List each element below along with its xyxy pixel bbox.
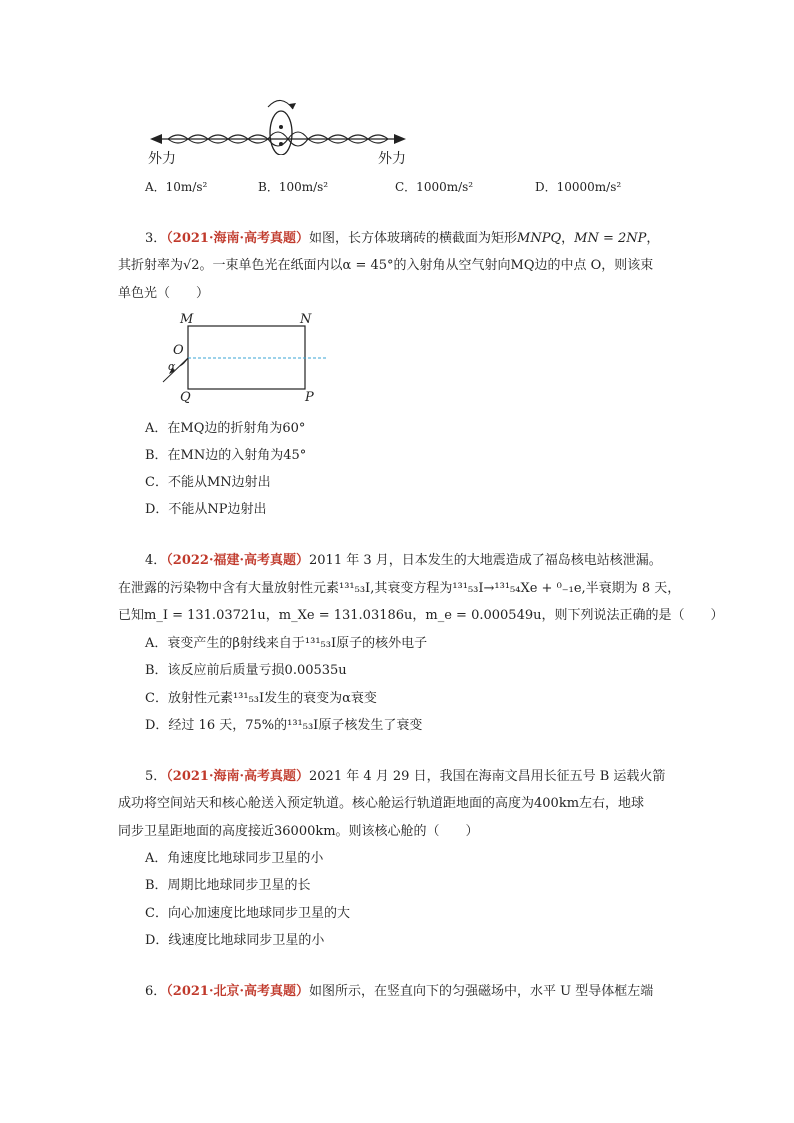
- q3-line1: 3．（2021·海南·高考真题）如图，长方体玻璃砖的横截面为矩形MNPQ，MN = 2NP，: [145, 231, 660, 246]
- label-O: O: [173, 343, 184, 358]
- q4-line3: 已知m_I = 131.03721u，m_Xe = 131.03186u，m_e = 0.000549u，则下列说法正确的是（ ）: [118, 608, 724, 623]
- q3-option-c: C．不能从MN边射出: [145, 475, 271, 490]
- q5-line2: 成功将空间站天和核心舱送入预定轨道。核心舱运行轨道距地面的高度为400km左右，地球: [118, 796, 645, 811]
- q5-option-a: A．角速度比地球同步卫星的小: [145, 851, 324, 866]
- force-label-left: 外力: [148, 151, 176, 167]
- q2-option-a: A．10m/s²: [145, 180, 208, 194]
- q5-line1: 5．（2021·海南·高考真题）2021 年 4 月 29 日，我国在海南文昌用长征五号 B 运载火箭: [145, 769, 666, 784]
- question-number: 3．: [145, 231, 167, 246]
- q3-line2: 其折射率为√2。一束单色光在纸面内以α = 45°的入射角从空气射向MQ边的中点 O，则该束: [118, 258, 654, 273]
- label-P: P: [305, 390, 314, 405]
- q3-option-a: A．在MQ边的折射角为60°: [145, 421, 306, 436]
- q2-option-c: C．1000m/s²: [395, 180, 474, 194]
- q2-option-d: D．10000m/s²: [535, 180, 622, 194]
- label-N: N: [300, 312, 312, 327]
- q6-line1: 6．（2021·北京·高考真题）如图所示，在竖直向下的匀强磁场中，水平 U 型导体框左端: [145, 984, 654, 999]
- label-Q: Q: [180, 390, 191, 405]
- q5-option-d: D．线速度比地球同步卫星的小: [145, 933, 325, 948]
- q4-option-a: A．衰变产生的β射线来自于¹³¹₅₃I原子的核外电子: [145, 636, 428, 651]
- label-M: M: [180, 312, 194, 327]
- label-alpha: α: [168, 360, 176, 373]
- question-number: 6．: [145, 984, 167, 999]
- q4-option-b: B．该反应前后质量亏损0.00535u: [145, 663, 347, 678]
- q4-line1: 4．（2022·福建·高考真题）2011 年 3 月，日本发生的大地震造成了福岛核电站核泄漏。: [145, 553, 662, 568]
- question-number: 5．: [145, 769, 167, 784]
- q5-option-c: C．向心加速度比地球同步卫星的大: [145, 906, 350, 921]
- string-rotation-figure: [148, 95, 418, 155]
- question-source: （2021·海南·高考真题）: [166, 769, 310, 784]
- q4-option-c: C．放射性元素¹³¹₅₃I发生的衰变为α衰变: [145, 691, 377, 706]
- question-source: （2021·海南·高考真题）: [166, 231, 310, 246]
- question-source: （2022·福建·高考真题）: [166, 553, 310, 568]
- q5-option-b: B．周期比地球同步卫星的长: [145, 878, 311, 893]
- q3-option-d: D．不能从NP边射出: [145, 502, 267, 517]
- q5-line3: 同步卫星距地面的高度接近36000km。则该核心舱的（ ）: [118, 824, 479, 839]
- question-source: （2021·北京·高考真题）: [166, 984, 310, 999]
- q2-option-b: B．100m/s²: [258, 180, 329, 194]
- force-label-right: 外力: [378, 151, 406, 167]
- question-number: 4．: [145, 553, 167, 568]
- q3-line3: 单色光（ ）: [118, 286, 210, 301]
- q4-line2: 在泄露的污染物中含有大量放射性元素¹³¹₅₃I,其衰变方程为¹³¹₅₃I→¹³¹₅₄Xe + ⁰₋₁e,半衰期为 8 天，: [118, 581, 681, 596]
- q3-option-b: B．在MN边的入射角为45°: [145, 448, 307, 463]
- q4-option-d: D．经过 16 天，75%的¹³¹₅₃I原子核发生了衰变: [145, 718, 423, 733]
